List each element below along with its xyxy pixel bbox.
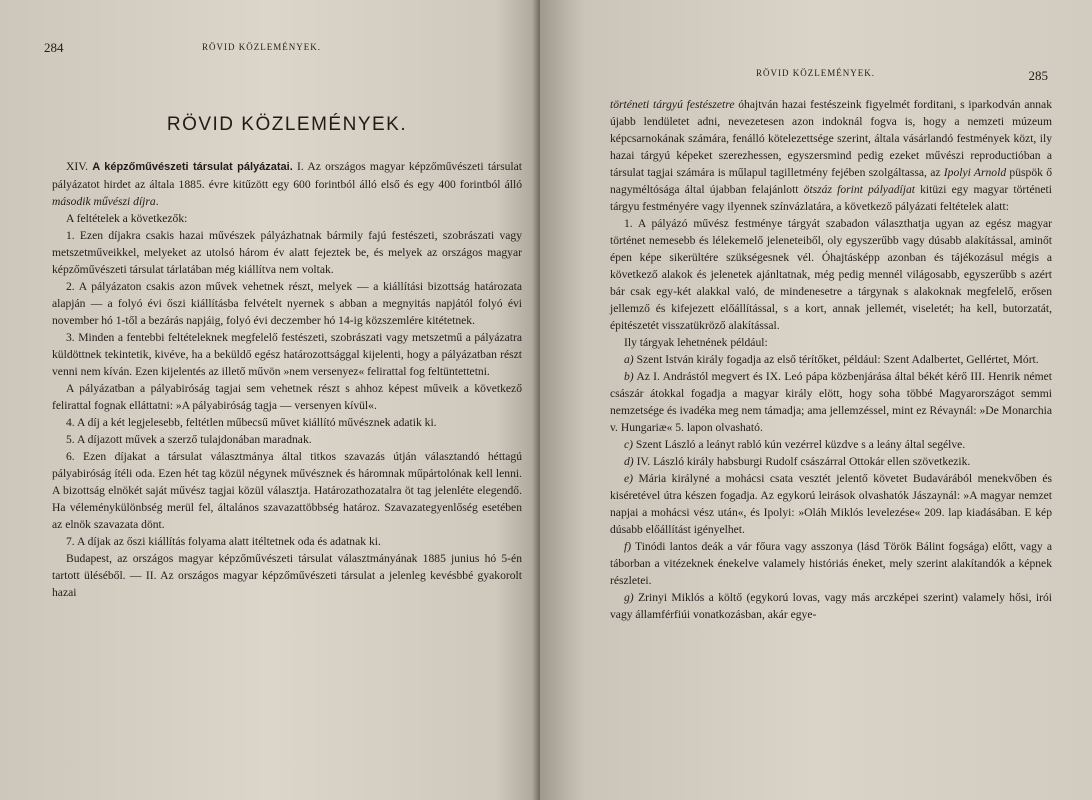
item-text: Zrinyi Miklós a költő (egykorú lovas, vagy más arczképei szerint) valamely hősi, irói vagy államférfiúi vonatkozásban, akár egye- <box>610 591 1052 621</box>
item-label: g) <box>624 591 634 604</box>
paragraph <box>52 158 522 210</box>
paragraph: 1. A pályázó művész festménye tárgyát szabadon választhatja ugyan az egész magyar történet nemesebb és lélekemelő jeleneteiből, oly egyszerűbb vagy dúsabb alakítással, aminőt épen képe sikerültére szükségesnek vél. Óhajtásképp azonban és tájékozásul mégis a következő alakok és jelenetek ajánltatnak, még pedig mennél világosabb, egyszerűbb s azért bár csak egy-két alakkal való, de mindenesetre a tárgynak s alakoknak megfelelő, erősen jellemző és kifejezett előállítással, s a kort, annak jellemét, viseletét; ha kell, butorzatát, épitészetét visszatükröző alakítással. <box>610 217 1052 332</box>
paragraph: 1. Ezen díjakra csakis hazai művészek pályázhatnak bármily fajú festészeti, szobrászati vagy metszetműveikkel, melyeket az utolsó három év alatt fejeztek be, és melyek az országos magyar képzőművészeti társulat tárlatában még kiállítva nem voltak. <box>52 229 522 276</box>
left-body-text <box>52 158 522 601</box>
paragraph-lead: XIV. <box>66 160 93 173</box>
page-number: 285 <box>1028 68 1048 83</box>
left-page <box>0 0 540 800</box>
heading-bold: A képzőművészeti társulat pályázatai. <box>92 161 293 173</box>
paragraph: Ily tárgyak lehetnének például: <box>624 336 768 349</box>
list-item <box>610 453 1052 470</box>
paragraph-text: óhajtván hazai festészeink figyelmét forditani, s iparkodván annak újabb lendületet adni, nevezetesen azon indoknál fogva is, hogy a nemzeti múzeum képcsarnokának számára, fenálló kötelezettsége szerint, általa vásárlandó festmények közt, ily hazai tárgyú képeket szerezhessen, egyszersmind pedig ezeket művészi reproductióban a társulat tagjai számára is műlapul tagilletmény fejében szolgáltassa, az <box>610 98 1053 179</box>
item-text: Tinódi lantos deák a vár főura vagy asszonya (lásd Török Bálint fogsága) előtt, vagy a táborban a vitézeknek énekelve valamely históriás éneket, mely szerint alakítandók a képnek részletei. <box>610 540 1052 587</box>
paragraph: 3. Minden a fentebbi feltételeknek megfelelő festészeti, szobrászati vagy metszetmű a pályázatra küldöttnek tekintetik, kivéve, ha a beküldő egész határozottsággal kijelenti, hogy a pályázatban részt venni nem kíván. Ezen kijelentés az illető művön »nem versenyez« felirattal fog feltüntettetni. <box>52 331 522 378</box>
paragraph: A pályázatban a pályabiróság tagjai sem vehetnek részt s ahhoz képest műveik a következő felirattal fognak elláttatni: »A pályabiróság tagja — versenyen kívül«. <box>52 382 522 412</box>
item-label: e) <box>624 472 634 485</box>
running-title: RÖVID KÖZLEMÉNYEK. <box>202 42 321 52</box>
paragraph: Budapest, az országos magyar képzőművészeti társulat választmányának 1885 junius hó 5-én tartott üléséből. — II. Az országos magyar képzőművészeti társulat a jelenleg kevésbbé gyakorolt hazai <box>52 552 522 599</box>
paragraph-italic: történeti tárgyú festészetre <box>610 98 735 111</box>
paragraph-tail: . <box>155 195 159 208</box>
list-item <box>610 470 1052 538</box>
paragraph: 5. A díjazott művek a szerző tulajdonában maradnak. <box>66 433 312 446</box>
paragraph-italic: Ipolyi Arnold <box>943 166 1007 179</box>
paragraph: 4. A díj a két legjelesebb, feltétlen műbecsű művet kiállító művésznek adatik ki. <box>66 416 437 429</box>
item-label: f) <box>624 540 632 553</box>
item-text: Az I. Andrástól megvert és IX. Leó pápa közbenjárása által békét kérő III. Henrik német császár átokkal fogadja a magyar király elött, hogy soha többé Magyarországot semmi nemzetsége és ivadéka meg nem támadja; ama jellemzéssel, mint ez Révaynál: »De Monarchia v. Hungariæ« 5. lapon olvasható. <box>610 370 1052 434</box>
item-label: c) <box>624 438 634 451</box>
paragraph-text: I. Az országos magyar képzőművészeti társulat pályázatot hirdet az általa 1885. évre kitűzött egy 600 forintból álló első és egy 400 forintból álló <box>52 160 522 191</box>
item-text: Szent István király fogadja az első térítőket, például: Szent Adalbertet, Gellértet, Mórt. <box>633 353 1039 366</box>
right-running-head <box>610 62 1052 84</box>
list-item <box>610 538 1052 589</box>
item-label: b) <box>624 370 634 383</box>
paragraph-text: püspök ő nagyméltósága által újabban felajánlott <box>610 166 1052 196</box>
left-running-head <box>44 40 522 62</box>
paragraph-italic: második művészi díjra <box>52 195 156 208</box>
paragraph: A feltételek a következők: <box>66 212 188 225</box>
list-item <box>610 368 1052 436</box>
item-text: Mária királyné a mohácsi csata vesztét jelentő követet Budavárából menekvőben és kiséretével útra készen fogadja. Az egykorú leirások olvashatók Jászaynál: »A magyar nemzet napjai a mohácsi vész után«, és Ipolyi: »Oláh Miklós levelezése« 209. lap kiadásában. E kép dúsabb előállítást igényelhet. <box>610 472 1052 536</box>
paragraph-text: kitüzi egy magyar történeti tárgyu festményére vagy ilyennek színvázlatára, a következő pályázati feltételek alatt: <box>610 183 1052 213</box>
paragraph: 6. Ezen díjakat a társulat választmánya által titkos szavazás útján választandó héttagú pályabiróság ítéli oda. Ezen hét tag közül négynek művésznek és háromnak műpártolónak kell lenni. A bizottság elnökét saját művész tagjai közül választja. Határozathozatalra öt tag jelenléte elegendő. Ha véleménykülönbség merül fel, általános szavazattöbbség határoz. Szavazategyenlőség esetében az elnök szavazata dönt. <box>52 450 522 531</box>
page-number: 284 <box>44 40 64 55</box>
list-item <box>610 436 1052 453</box>
right-page <box>540 0 1092 800</box>
paragraph: 2. A pályázaton csakis azon művek vehetnek részt, melyek — a kiállítási bizottság határozata alapján — a folyó évi őszi kiállításba felvételt nyernek s abban a megnyitás napjától folyó évi november hó 1-től a bezárás napjáig, folyó évi deczember hó 14-ig közszemlére kitétetnek. <box>52 280 522 327</box>
paragraph: 7. A díjak az őszi kiállítás folyama alatt itéltetnek oda és adatnak ki. <box>66 535 381 548</box>
item-label: a) <box>624 353 634 366</box>
item-text: IV. László király habsburgi Rudolf császárral Ottokár ellen szövetkezik. <box>633 455 971 468</box>
paragraph-italic: ötszáz forint pályadíjat <box>803 183 915 196</box>
list-item <box>610 351 1052 368</box>
running-title: RÖVID KÖZLEMÉNYEK. <box>756 68 875 78</box>
item-text: Szent László a leányt rabló kún vezérrel küzdve s a leány által segélve. <box>633 438 966 451</box>
item-label: d) <box>624 455 634 468</box>
list-item <box>610 589 1052 623</box>
paragraph <box>610 96 1052 215</box>
section-title: RÖVID KÖZLEMÉNYEK. <box>166 114 408 135</box>
right-body-text <box>610 96 1052 623</box>
